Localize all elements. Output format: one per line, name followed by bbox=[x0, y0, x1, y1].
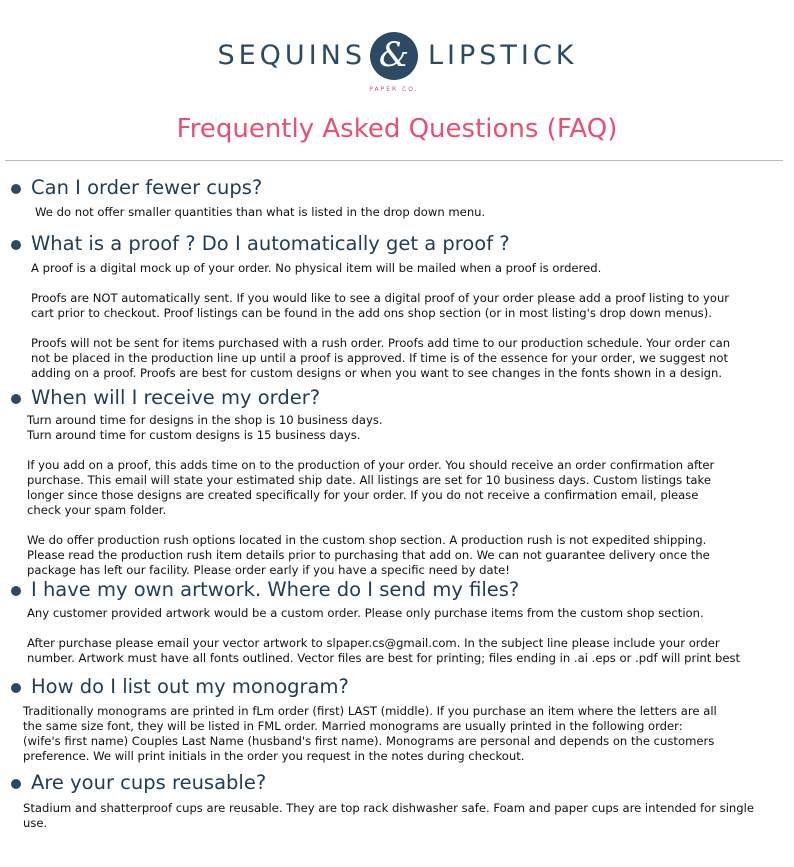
answer-paragraph bbox=[27, 636, 740, 666]
faq-question: What is a proof ? Do I automatically get a proof ? bbox=[31, 232, 510, 255]
answer-line: not be placed in the production line up until a proof is approved. If time is of the essence for your order, we suggest not bbox=[31, 351, 729, 365]
bullet-icon bbox=[11, 683, 21, 693]
answer-line: Turn around time for designs in the shop is 10 business days. bbox=[27, 413, 383, 427]
bullet-icon bbox=[11, 184, 21, 194]
brand-name-right: LIPSTICK bbox=[428, 40, 578, 71]
faq-question: I have my own artwork. Where do I send my files? bbox=[31, 578, 520, 601]
answer-line: Traditionally monograms are printed in fLm order (first) LAST (middle). If you purchase an item where the letters are all bbox=[23, 704, 717, 718]
answer-paragraph bbox=[31, 291, 730, 321]
answer-line: the same size font, they will be listed in FML order. Married monograms are usually printed in the following order: bbox=[23, 719, 683, 733]
brand-logo bbox=[0, 28, 794, 98]
bullet-icon bbox=[11, 779, 21, 789]
answer-paragraph bbox=[27, 413, 714, 443]
answer-line: (wife's first name) Couples Last Name (husband's first name). Monograms are personal and depends on the customers bbox=[23, 734, 715, 748]
faq-question: Can I order fewer cups? bbox=[31, 176, 263, 199]
answer-line: purchase. This email will state your estimated ship date. All listings are set for 10 business days. Custom listings take bbox=[27, 473, 711, 487]
answer-line: check your spam folder. bbox=[27, 503, 167, 517]
answer-line: Stadium and shatterproof cups are reusable. They are top rack dishwasher safe. Foam and paper cups are intended for single bbox=[23, 801, 754, 815]
answer-line: We do not offer smaller quantities than what is listed in the drop down menu. bbox=[35, 205, 486, 219]
brand-subtitle: PAPER CO. bbox=[369, 86, 419, 93]
answer-line: A proof is a digital mock up of your order. No physical item will be mailed when a proof is ordered. bbox=[31, 261, 602, 275]
answer-line: Proofs are NOT automatically sent. If you would like to see a digital proof of your order please add a proof listing to your bbox=[31, 291, 730, 305]
faq-answer bbox=[35, 205, 485, 220]
answer-line: package has left our facility. Please order early if you have a specific need by date! bbox=[27, 563, 510, 577]
answer-line: Any customer provided artwork would be a custom order. Please only purchase items from the custom shop section. bbox=[27, 606, 704, 620]
faq-answer bbox=[27, 413, 714, 578]
answer-line: cart prior to checkout. Proof listings can be found in the add ons shop section (or in most listing's drop down menus). bbox=[31, 306, 712, 320]
answer-line: Proofs will not be sent for items purchased with a rush order. Proofs add time to our production schedule. Your order can bbox=[31, 336, 731, 350]
faq-question: Are your cups reusable? bbox=[31, 771, 267, 794]
brand-ampersand: & bbox=[378, 35, 410, 75]
brand-name-left: SEQUINS bbox=[217, 40, 366, 71]
page-title: Frequently Asked Questions (FAQ) bbox=[176, 114, 618, 144]
faq-answer bbox=[27, 606, 740, 666]
answer-paragraph bbox=[35, 205, 485, 220]
answer-line: use. bbox=[23, 816, 48, 830]
ampersand-badge-icon bbox=[370, 32, 418, 80]
bullet-icon bbox=[11, 240, 21, 250]
faq-answer bbox=[23, 704, 717, 764]
answer-paragraph bbox=[27, 533, 714, 578]
faq-answer bbox=[31, 261, 730, 381]
answer-paragraph bbox=[31, 336, 730, 381]
answer-line: We do offer production rush options located in the custom shop section. A production rush is not expedited shipping. bbox=[27, 533, 707, 547]
answer-line: Please read the production rush item details prior to purchasing that add on. We can not guarantee delivery once the bbox=[27, 548, 710, 562]
answer-line: Turn around time for custom designs is 15 business days. bbox=[27, 428, 361, 442]
faq-answer bbox=[23, 801, 754, 831]
answer-line: longer since those designs are created specifically for your order. If you do not receive a confirmation email, please bbox=[27, 488, 699, 502]
header-divider bbox=[5, 160, 783, 161]
bullet-icon bbox=[11, 394, 21, 404]
answer-paragraph bbox=[23, 801, 754, 831]
answer-line: adding on a proof. Proofs are best for custom designs or when you want to see changes in the fonts shown in a design. bbox=[31, 366, 723, 380]
answer-paragraph bbox=[23, 704, 717, 764]
faq-question: How do I list out my monogram? bbox=[31, 675, 349, 698]
bullet-icon bbox=[11, 586, 21, 596]
answer-line: number. Artwork must have all fonts outlined. Vector files are best for printing; files ending in .ai .eps or .pdf will print best bbox=[27, 651, 741, 665]
answer-paragraph bbox=[31, 261, 730, 276]
answer-line: preference. We will print initials in the order you request in the notes during checkout. bbox=[23, 749, 525, 763]
faq-question: When will I receive my order? bbox=[31, 386, 321, 409]
answer-paragraph bbox=[27, 458, 714, 518]
answer-line: After purchase please email your vector artwork to slpaper.cs@gmail.com. In the subject line please include your order bbox=[27, 636, 720, 650]
answer-paragraph bbox=[27, 606, 740, 621]
answer-line: If you add on a proof, this adds time on to the production of your order. You should receive an order confirmation after bbox=[27, 458, 715, 472]
